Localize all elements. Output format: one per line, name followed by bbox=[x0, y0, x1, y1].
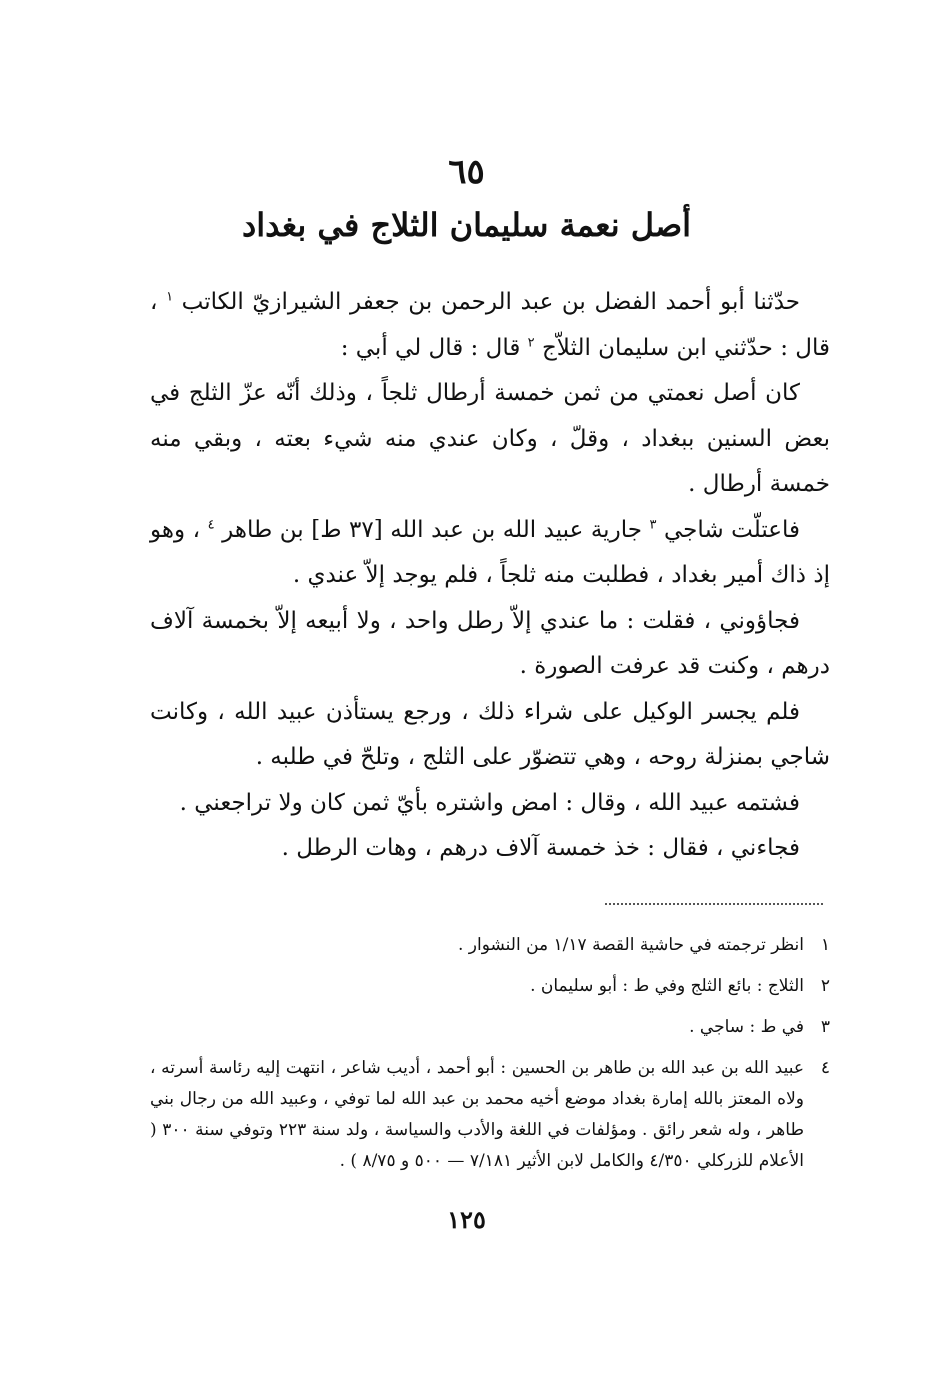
paragraph-text: فشتمه عبيد الله ، وقال : امض واشتره بأيّ ثمن كان ولا تراجعني . bbox=[179, 789, 800, 816]
paragraph bbox=[150, 690, 830, 781]
story-body bbox=[150, 280, 830, 872]
footnote-text: في ط : ساجي . bbox=[689, 1017, 804, 1037]
footnote bbox=[150, 930, 830, 961]
footnote bbox=[150, 971, 830, 1002]
paragraph-text: فجاؤوني ، فقلت : ما عندي إلاّ رطل واحد ، ولا أبيعه إلاّ بخمسة آلاف درهم ، وكنت قد عرفت الصورة . bbox=[150, 607, 830, 679]
story-number: ٦٥ bbox=[448, 152, 485, 192]
paragraph bbox=[150, 781, 830, 827]
paragraph bbox=[150, 280, 830, 371]
paragraph bbox=[150, 371, 830, 508]
footnote-text: الثلاج : بائع الثلج وفي ط : أبو سليمان . bbox=[530, 976, 804, 996]
paragraph-text: حدّثنا أبو أحمد الفضل بن عبد الرحمن بن جعفر الشيرازيّ الكاتب bbox=[181, 289, 801, 315]
page-number: ١٢٥ bbox=[447, 1205, 486, 1234]
paragraph bbox=[150, 508, 830, 599]
footnote-marker: ١ bbox=[166, 289, 174, 305]
paragraph-text: جارية عبيد الله بن عبد الله [٣٧ ط] بن طاهر bbox=[222, 516, 642, 543]
paragraph-text: ، قال : حدّثني ابن سليمان الثلاّج bbox=[150, 289, 830, 361]
footnote-marker: ٤ bbox=[207, 516, 215, 532]
footnote-text: انظر ترجمته في حاشية القصة ١/١٧ من النشوار . bbox=[457, 935, 804, 955]
footnote-number: ٣ bbox=[820, 1017, 830, 1037]
footnote-separator bbox=[605, 903, 823, 905]
footnote-number: ٤ bbox=[820, 1058, 830, 1078]
paragraph-text: كان أصل نعمتي من ثمن خمسة أرطال ثلجاً ، وذلك أنّه عزّ الثلج في بعض السنين ببغداد ، وقلّ ، وكان عندي منه شيء بعته ، وبقي منه خمسة أرطال . bbox=[150, 380, 830, 497]
paragraph-text: فاعتلّت شاجي bbox=[663, 516, 801, 543]
footnote-text: عبيد الله بن عبد الله بن طاهر بن الحسين : أبو أحمد ، أديب شاعر ، انتهت إليه رئاسة أسرته ، ولاه المعتز بالله إمارة بغداد موضع أخيه محمد بن عبد الله لما توفي ، وعبيد الله من رجال بني طاهر ، وله شعر رائق . ومؤلفات في اللغة والأدب والسياسة ، ولد سنة ٢٢٣ وتوفي سنة ٣٠٠ ( الأعلام للزركلي ٤/٣٥٠ والكامل لابن الأثير ٧/١٨١ — ٥٠٠ و ٨/٧٥ ) . bbox=[150, 1058, 804, 1171]
paragraph-text: فجاءني ، فقال : خذ خمسة آلاف درهم ، وهات الرطل . bbox=[281, 835, 800, 861]
story-title: أصل نعمة سليمان الثلاج في بغداد bbox=[241, 206, 692, 244]
footnotes bbox=[150, 930, 830, 1187]
paragraph-text: ، وهو إذ ذاك أمير بغداد ، فطلبت منه ثلجاً ، فلم يوجد إلاّ عندي . bbox=[150, 516, 830, 588]
paragraph-text: فلم يجسر الوكيل على شراء ذلك ، ورجع يستأذن عبيد الله ، وكانت شاجي بمنزلة روحه ، وهي تتضوّر على الثلج ، وتلحّ في طلبه . bbox=[150, 698, 830, 770]
footnote-number: ١ bbox=[820, 935, 830, 955]
paragraph bbox=[150, 599, 830, 690]
footnote-marker: ٢ bbox=[527, 334, 535, 350]
footnote bbox=[150, 1053, 830, 1177]
paragraph bbox=[150, 826, 830, 872]
paragraph-text: قال : قال لي أبي : bbox=[340, 334, 521, 361]
footnote-marker: ٣ bbox=[649, 516, 657, 532]
footnote bbox=[150, 1012, 830, 1043]
footnote-number: ٢ bbox=[820, 976, 830, 996]
